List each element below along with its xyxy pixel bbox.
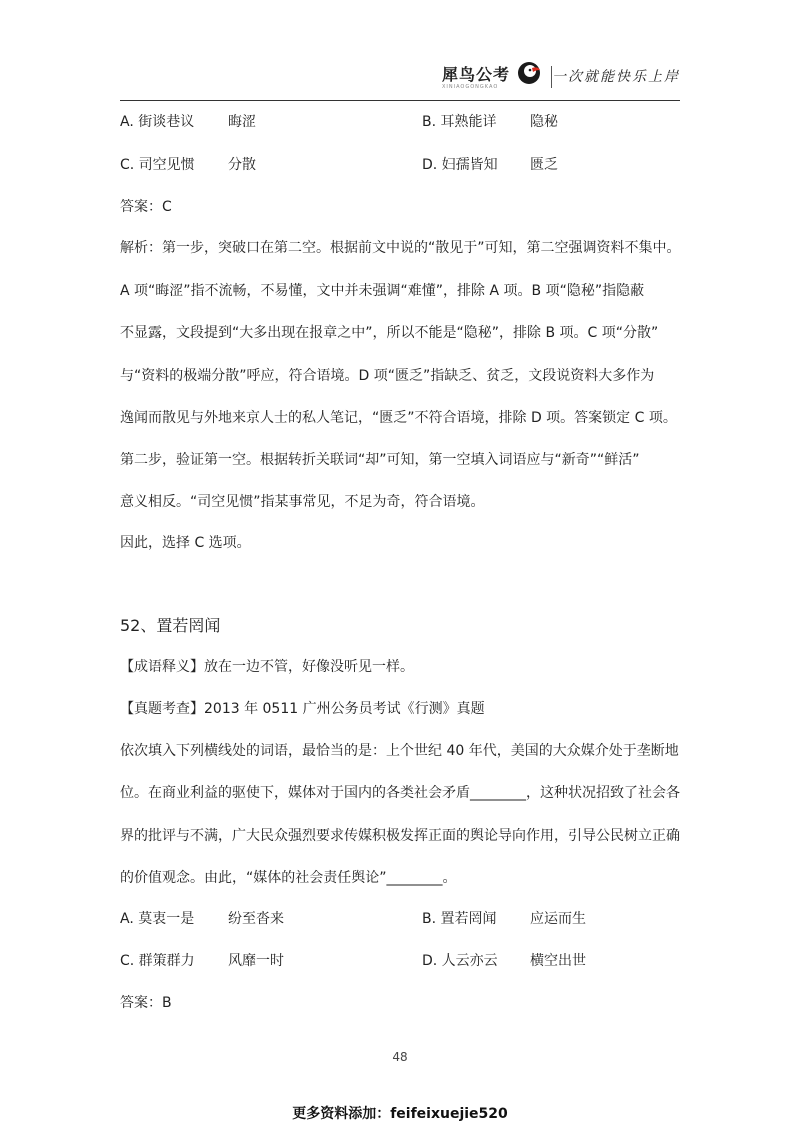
q52-option-d-first: D. 人云亦云	[422, 953, 498, 969]
footer-note: 更多资料添加：feifeixuejie520	[292, 1106, 508, 1122]
header-rule	[120, 100, 680, 101]
q52-option-a-first: A. 莫衷一是	[120, 911, 195, 927]
q52-option-d	[422, 951, 586, 971]
q51-option-d	[422, 155, 558, 175]
q52-option-b	[422, 909, 586, 929]
logo-subtext: XINIAOGONGKAO	[441, 83, 499, 90]
page-header	[120, 52, 680, 102]
q51-analysis-line: 解析：第一步，突破口在第二空。根据前文中说的“散见于”可知，第二空强调资料不集中。	[120, 240, 681, 256]
q51-option-d-second: 匮乏	[530, 157, 558, 173]
q52-option-b-first: B. 置若罔闻	[422, 911, 497, 927]
q51-option-b-first: B. 耳熟能详	[422, 114, 497, 130]
q51-conclusion: 因此，选择 C 选项。	[120, 535, 251, 551]
page-number: 48	[392, 1050, 408, 1064]
q51-option-c-second: 分散	[228, 157, 256, 173]
hornbill-bird-icon	[516, 60, 542, 86]
q52-stem-line: 的价值观念。由此，“媒体的社会责任舆论”________。	[120, 870, 457, 886]
q51-analysis-line: 不显露，文段提到“大多出现在报章之中”，所以不能是“隐秘”，排除 B 项。C 项“分散”	[120, 325, 659, 341]
q52-stem-line: 位。在商业利益的驱使下，媒体对于国内的各类社会矛盾________，这种状况招致了社会各	[120, 785, 680, 801]
q52-source: 【真题考查】2013 年 0511 广州公务员考试《行测》真题	[120, 701, 485, 717]
q52-stem-line: 依次填入下列横线处的词语，最恰当的是：上个世纪 40 年代，美国的大众媒介处于垄断地	[120, 743, 679, 759]
q51-option-c-first: C. 司空见惯	[120, 157, 195, 173]
q52-option-a-second: 纷至沓来	[228, 911, 284, 927]
q52-option-d-second: 横空出世	[530, 953, 586, 969]
q51-analysis-line: A 项“晦涩”指不流畅，不易懂，文中并未强调“难懂”，排除 A 项。B 项“隐秘”指隐蔽	[120, 283, 645, 299]
q52-option-c-first: C. 群策群力	[120, 953, 195, 969]
q51-option-b-second: 隐秘	[530, 114, 558, 130]
q51-analysis-line: 与“资料的极端分散”呼应，符合语境。D 项“匮乏”指缺乏、贫乏，文段说资料大多作为	[120, 368, 655, 384]
q51-option-c	[120, 155, 256, 175]
q52-option-c	[120, 951, 284, 971]
q51-option-b	[422, 112, 558, 132]
q52-answer: 答案：B	[120, 995, 172, 1011]
q51-analysis-line: 逸闻而散见与外地来京人士的私人笔记，“匮乏”不符合语境，排除 D 项。答案锁定 C 项。	[120, 410, 677, 426]
q51-analysis-line: 第二步，验证第一空。根据转折关联词“却”可知，第一空填入词语应与“新奇”“鲜活”	[120, 452, 640, 468]
q51-option-a-first: A. 街谈巷议	[120, 114, 195, 130]
q52-stem-line: 界的批评与不满，广大民众强烈要求传媒积极发挥正面的舆论导向作用，引导公民树立正确	[120, 828, 680, 844]
q52-title: 52、置若罔闻	[120, 616, 221, 635]
q52-option-c-second: 风靡一时	[228, 953, 284, 969]
q52-meaning: 【成语释义】放在一边不管，好像没听见一样。	[120, 659, 414, 675]
q51-answer: 答案：C	[120, 199, 172, 215]
q51-option-a-second: 晦涩	[228, 114, 256, 130]
brand-logo	[441, 60, 542, 90]
logo-text: 犀鸟公考	[441, 64, 510, 84]
q51-option-d-first: D. 妇孺皆知	[422, 157, 498, 173]
q52-option-a	[120, 909, 284, 929]
slogan: 一次就能快乐上岸	[552, 69, 680, 85]
q51-option-a	[120, 112, 256, 132]
q52-option-b-second: 应运而生	[530, 911, 586, 927]
q51-analysis-line: 意义相反。“司空见惯”指某事常见，不足为奇，符合语境。	[120, 494, 485, 510]
